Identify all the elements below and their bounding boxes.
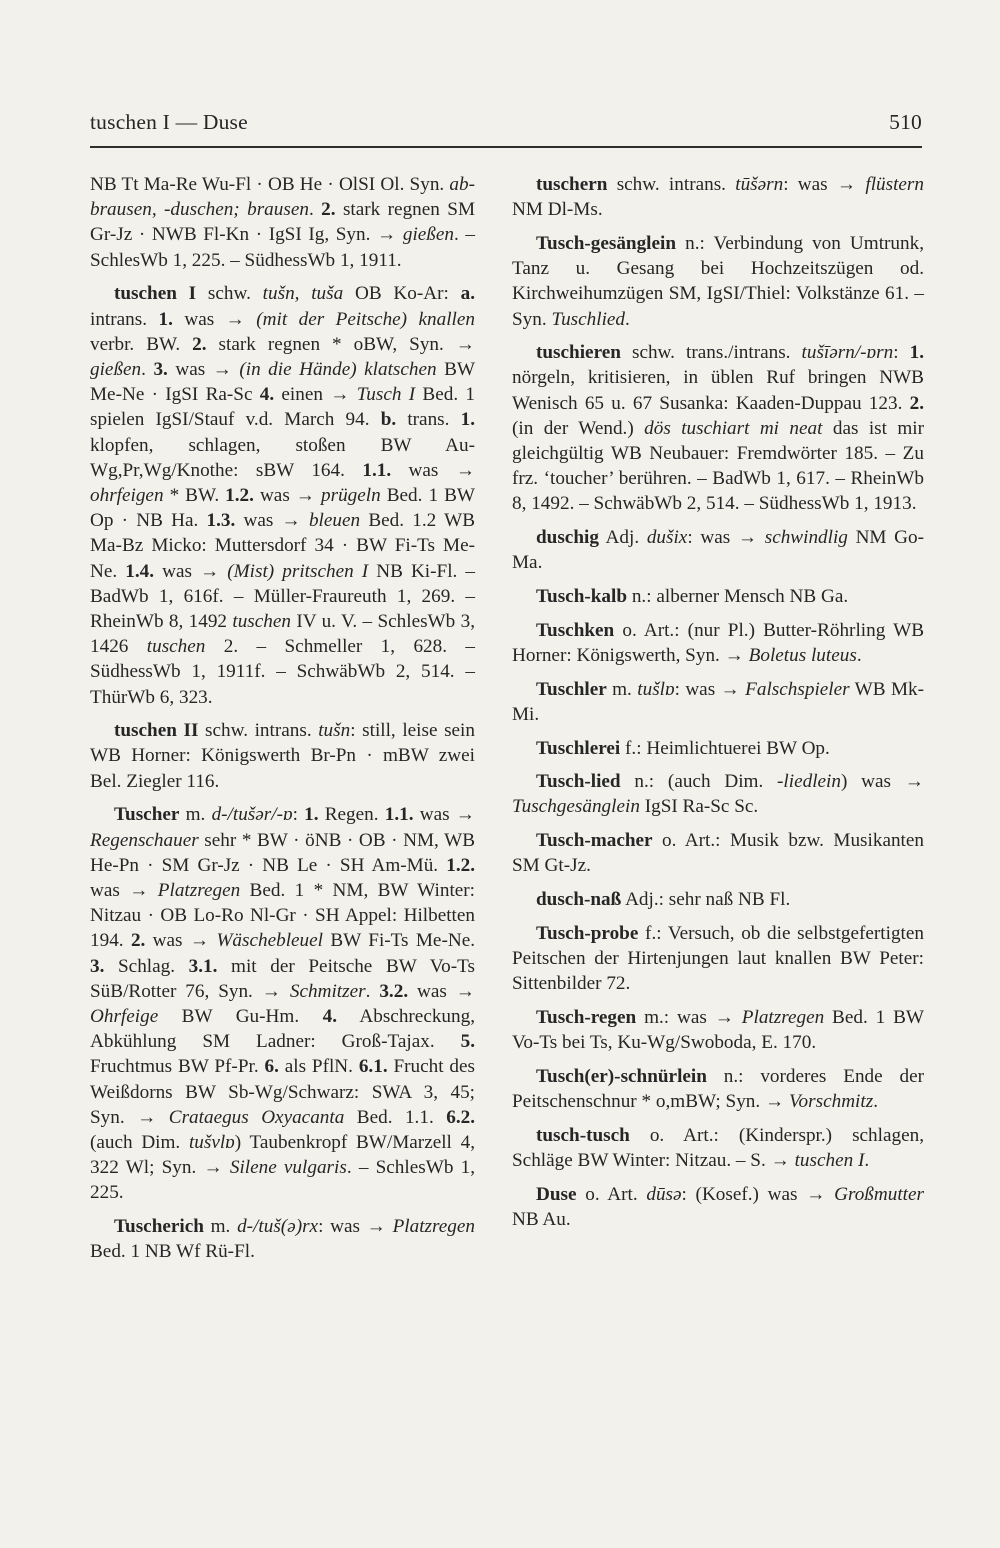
entry-text: : still, leise sein WB Horner: Königswerth Br-Pn · mBW zwei Bel. Ziegler 116. bbox=[90, 720, 475, 792]
entry-italic-text: dös tuschiart mi neat bbox=[644, 417, 823, 439]
entry-text: ) Taubenkropf BW/Marzell 4, 322 Wl; Syn. → bbox=[90, 1132, 475, 1179]
entry-italic-text: (in die Hände) klatschen bbox=[239, 358, 437, 380]
dictionary-entry bbox=[512, 1182, 924, 1232]
entry-headword: Tusch-kalb bbox=[536, 586, 628, 608]
entry-headword: tuschern bbox=[536, 174, 608, 195]
dictionary-entry bbox=[512, 677, 924, 727]
entry-text: o. Art.: (nur Pl.) Butter-Röhrling WB Horner: Königswerth, Syn. → bbox=[512, 619, 924, 666]
entry-headword: Tuschlerei bbox=[536, 737, 621, 759]
entry-sense-number: 6. bbox=[264, 1056, 279, 1078]
entry-sense-number: 1.1. bbox=[362, 459, 392, 481]
entry-italic-text: (mit der Peitsche) knallen bbox=[256, 308, 475, 330]
entry-text: n.: alberner Mensch NB Ga. bbox=[627, 586, 849, 608]
entry-text: was → bbox=[235, 510, 309, 532]
entry-sense-number: 1.1. bbox=[384, 804, 414, 826]
entry-text: NB Au. bbox=[512, 1208, 571, 1230]
entry-italic-text: ohrfeigen bbox=[90, 484, 164, 506]
entry-text: stark regnen * oBW, Syn. → bbox=[206, 333, 475, 355]
entry-italic-text: tušvlɒ bbox=[188, 1132, 235, 1154]
entry-sense-number: 2. bbox=[192, 333, 207, 355]
entry-italic-text: prügeln bbox=[321, 484, 381, 506]
entry-italic-text: dūsə bbox=[646, 1183, 682, 1205]
entry-italic-text: tušīərn/-ɒrn bbox=[801, 342, 894, 364]
entry-text: schw. trans./intrans. bbox=[620, 342, 802, 364]
entry-text: * BW. bbox=[163, 484, 226, 506]
entry-text: . bbox=[365, 980, 380, 1002]
entry-text: Bed. 1 * NM, BW Winter: Nitzau · OB Lo-Ro Nl-Gr · SH Appel: Hilbetten 194. bbox=[90, 879, 476, 952]
entry-text: : was → bbox=[783, 174, 866, 195]
entry-sense-number: a. bbox=[460, 283, 475, 305]
entry-text: was → bbox=[413, 804, 475, 826]
entry-text: OB Ko-Ar: bbox=[343, 283, 461, 305]
entry-text: WB Mk-Mi. bbox=[512, 678, 925, 725]
entry-text: BW Fi-Ts Me-Ne. bbox=[323, 930, 476, 952]
entry-text: . bbox=[141, 358, 154, 380]
entry-text: was → bbox=[167, 358, 240, 380]
entry-italic-text: dušix bbox=[646, 527, 688, 549]
entry-sense-number: 6.2. bbox=[446, 1106, 475, 1128]
dictionary-entry bbox=[512, 618, 924, 668]
entry-text: was → bbox=[172, 308, 257, 330]
entry-italic-text: tuschen bbox=[146, 636, 206, 658]
entry-headword: Tuscherich bbox=[114, 1216, 204, 1238]
entry-text: . bbox=[873, 1091, 878, 1112]
entry-italic-text: d-/tuš(ə)rx bbox=[237, 1216, 319, 1238]
entry-text: Bed. 1.2 WB Ma-Bz Micko: Muttersdorf 34 · BW Fi-Ts Me-Ne. bbox=[90, 510, 475, 582]
header-rule bbox=[90, 146, 922, 148]
entry-italic-text: gießen bbox=[90, 358, 142, 380]
entry-italic-text: schwindlig bbox=[764, 527, 848, 549]
entry-sense-number: 1.3. bbox=[206, 510, 236, 532]
entry-sense-number: 1.4. bbox=[125, 560, 155, 582]
entry-text: was → bbox=[145, 930, 217, 952]
entry-italic-text: tušn, tuša bbox=[262, 283, 344, 305]
entry-italic-text: ab-brausen, -duschen; brausen bbox=[90, 174, 475, 221]
entry-italic-text: Vorschmitz bbox=[788, 1091, 874, 1112]
entry-text: m. bbox=[203, 1216, 238, 1238]
entry-headword: Tuscher bbox=[114, 804, 180, 826]
right-column bbox=[512, 172, 924, 1241]
entry-headword: Tusch-gesänglein bbox=[536, 232, 677, 254]
dictionary-entry bbox=[90, 1214, 475, 1264]
entry-text: nörgeln, kritisieren, in üblen Ruf bringen NWB Wenisch 65 u. 67 Susanka: Kaaden-Duppau 123. bbox=[512, 367, 924, 414]
entry-text: . bbox=[856, 644, 862, 666]
entry-text: Frucht des Weißdorns BW Sb-Wg/Schwarz: SWA 3, 45; Syn. → bbox=[90, 1056, 476, 1128]
entry-italic-text: Platzregen bbox=[741, 1006, 825, 1028]
entry-italic-text: tušn bbox=[318, 720, 351, 742]
entry-italic-text: Wäschebleuel bbox=[216, 930, 323, 952]
dictionary-entry bbox=[512, 828, 924, 878]
entry-sense-number: 2. bbox=[909, 392, 924, 414]
dictionary-entry bbox=[512, 1123, 924, 1173]
entry-sense-number: 1. bbox=[460, 409, 475, 431]
entry-text: . bbox=[864, 1149, 870, 1171]
entry-text: trans. bbox=[396, 409, 461, 431]
entry-sense-number: 1.2. bbox=[225, 484, 254, 506]
entry-headword: Tuschken bbox=[536, 619, 615, 641]
entry-text: . bbox=[308, 199, 322, 221]
entry-text: intrans. bbox=[90, 308, 159, 330]
entry-sense-number: 3.2. bbox=[379, 980, 409, 1002]
entry-text: schw. intrans. bbox=[607, 174, 736, 195]
dictionary-entry bbox=[512, 525, 924, 575]
entry-text: als PflN. bbox=[278, 1056, 359, 1078]
dictionary-entry bbox=[512, 921, 924, 997]
entry-text: BW Gu-Hm. bbox=[158, 1006, 323, 1027]
dictionary-entry bbox=[512, 340, 924, 516]
entry-italic-text: Boletus luteus bbox=[748, 644, 857, 666]
entry-text: stark regnen SM Gr-Jz · NWB Fl-Kn · IgSI Ig, Syn. → bbox=[90, 199, 476, 246]
entry-italic-text: tuschen I bbox=[794, 1149, 865, 1171]
entry-sense-number: 5. bbox=[460, 1031, 475, 1053]
entry-sense-number: b. bbox=[380, 409, 397, 431]
entry-text: . – SchlesWb 1, 225. bbox=[90, 1157, 475, 1204]
entry-italic-text: Platzregen bbox=[392, 1216, 475, 1238]
entry-text: was → bbox=[90, 879, 158, 901]
dictionary-entry bbox=[512, 231, 924, 332]
entry-text: schw. intrans. bbox=[198, 720, 319, 742]
entry-text: o. Art.: Musik bzw. Musikanten SM Gt-Jz. bbox=[512, 830, 924, 877]
entry-text: . – SchlesWb 1, 225. – SüdhessWb 1, 1911. bbox=[90, 224, 476, 271]
page-number: 510 bbox=[889, 110, 922, 134]
entry-headword: Tuschler bbox=[536, 678, 607, 700]
entry-text: Adj. bbox=[598, 527, 647, 549]
dictionary-entry bbox=[90, 172, 475, 273]
entry-text: schw. bbox=[196, 283, 263, 305]
dictionary-entry bbox=[512, 172, 924, 222]
entry-italic-text: Tuschgesänglein bbox=[512, 796, 640, 818]
entry-text: f.: Versuch, ob die selbstgefertigten Peitschen der Hirtenjungen laut knallen BW Peter: Sittenbilder 72. bbox=[512, 922, 924, 995]
entry-text: o. Art.: (Kinderspr.) schlagen, Schläge BW Winter: Nitzau. – S. → bbox=[512, 1124, 924, 1171]
entry-sense-number: 1.2. bbox=[446, 854, 475, 876]
entry-italic-text: Schmitzer bbox=[289, 980, 366, 1002]
entry-headword: tuschieren bbox=[536, 342, 621, 364]
entry-headword: Tusch-macher bbox=[536, 830, 653, 852]
entry-text: NM Go-Ma. bbox=[512, 527, 925, 574]
entry-sense-number: 3.1. bbox=[188, 955, 218, 977]
entry-text: was → bbox=[253, 484, 322, 506]
entry-text: Bed. 1 BW Vo-Ts bei Ts, Ku-Wg/Swoboda, E. 170. bbox=[512, 1006, 924, 1054]
entry-italic-text: tušlɒ bbox=[637, 678, 675, 700]
entry-italic-text: Tuschlied bbox=[551, 308, 626, 330]
entry-text: Bed. 1.1. bbox=[344, 1106, 447, 1128]
entry-text: f.: Heimlichtuerei BW Op. bbox=[620, 737, 830, 759]
entry-italic-text: Tusch I bbox=[356, 384, 416, 406]
entry-italic-text: Silene vulgaris bbox=[229, 1157, 347, 1179]
entry-sense-number: 6.1. bbox=[358, 1056, 388, 1078]
entry-italic-text: d-/tušər/-ɒ bbox=[211, 804, 293, 826]
entry-text: das ist mir gleichgültig WB Neubauer: Fremdwörter 185. – Zu frz. ‘toucher’ berühren. – BadWb 1, 617. – RheinWb 8, 1492. – SchwäbWb 2, 514. – SüdhessWb 1, 1913. bbox=[512, 417, 925, 515]
running-header bbox=[90, 110, 922, 135]
entry-text: m.: was → bbox=[636, 1006, 742, 1028]
entry-italic-text: flüstern bbox=[865, 174, 924, 195]
entry-headword: Duse bbox=[536, 1183, 577, 1205]
entry-text: . bbox=[625, 308, 630, 330]
entry-sense-number: 1. bbox=[158, 308, 173, 330]
entry-text: Fruchtmus BW Pf-Pr. bbox=[90, 1056, 265, 1078]
entry-text: einen → bbox=[274, 384, 357, 406]
entry-text: sehr * BW · öNB · OB · NM, WB He-Pn · SM Gr-Jz · NB Le · SH Am-Mü. bbox=[90, 829, 475, 876]
dictionary-entry bbox=[90, 281, 475, 709]
entry-sense-number: 4. bbox=[259, 384, 275, 406]
dictionary-entry bbox=[512, 1064, 924, 1114]
entry-text: n.: Verbindung von Umtrunk, Tanz u. Gesang bei Hochzeitszügen od. Kirchweihumzügen SM, IgSI/Thiel: Volkstänze 61. – Syn. bbox=[512, 232, 924, 330]
entry-text: klopfen, schlagen, stoßen BW Au-Wg,Pr,Wg/Knothe: sBW 164. bbox=[90, 434, 475, 481]
entry-headword: Tusch-regen bbox=[536, 1006, 637, 1028]
entry-text: : (Kosef.) was → bbox=[681, 1183, 835, 1205]
entry-italic-text: Ohrfeige bbox=[90, 1006, 159, 1027]
entry-text: BW Me-Ne · IgSI Ra-Sc bbox=[90, 358, 476, 406]
entry-italic-text: Platzregen bbox=[157, 879, 241, 901]
entry-italic-text: gießen bbox=[402, 224, 454, 246]
entry-italic-text: bleuen bbox=[308, 510, 361, 532]
entry-italic-text: Crataegus Oxyacanta bbox=[168, 1106, 345, 1128]
entry-sense-number: 1. bbox=[909, 342, 924, 364]
entry-text: was → bbox=[391, 459, 476, 481]
entry-text: (auch Dim. bbox=[90, 1132, 189, 1154]
entry-italic-text: tūšərn bbox=[735, 174, 784, 195]
entry-text: was → bbox=[408, 980, 475, 1002]
entry-italic-text: Großmutter bbox=[834, 1183, 924, 1205]
entry-sense-number: 2. bbox=[321, 199, 336, 221]
header-title: tuschen I — Duse bbox=[90, 110, 248, 134]
entry-headword: tuschen II bbox=[114, 720, 199, 742]
entry-text: NB Ki-Fl. – BadWb 1, 616f. – Müller-Fraureuth 1, 269. – RheinWb 8, 1492 bbox=[90, 560, 475, 632]
dictionary-entry bbox=[512, 887, 924, 912]
entry-headword: dusch-naß bbox=[536, 889, 622, 911]
entry-text: IV u. V. – SchlesWb 3, 1426 bbox=[90, 610, 475, 658]
entry-text: was → bbox=[154, 560, 228, 582]
entry-text: NM Dl-Ms. bbox=[512, 199, 603, 221]
entry-text: o. Art. bbox=[576, 1183, 647, 1205]
entry-text: n.: vorderes Ende der Peitschenschnur * o,mBW; Syn. → bbox=[512, 1065, 924, 1112]
entry-headword: tusch-tusch bbox=[536, 1124, 630, 1146]
entry-text: verbr. BW. bbox=[90, 333, 193, 355]
dictionary-entry bbox=[512, 1005, 924, 1055]
entry-text: Adj.: sehr naß NB Fl. bbox=[621, 889, 791, 911]
entry-text: : bbox=[893, 342, 910, 364]
entry-headword: tuschen I bbox=[114, 283, 197, 305]
entry-text: m. bbox=[179, 804, 212, 826]
entry-text: (in der Wend.) bbox=[512, 417, 645, 439]
entry-text: Schlag. bbox=[104, 955, 189, 977]
entry-sense-number: 2. bbox=[130, 930, 146, 952]
entry-text: 2. – Schmeller 1, 628. – SüdhessWb 1, 1911f. – SchwäbWb 2, 514. – ThürWb 6, 323. bbox=[90, 636, 476, 708]
entry-italic-text: Falschspieler bbox=[745, 678, 850, 700]
entry-text: mit der Peitsche BW Vo-Ts SüB/Rotter 76, Syn. → bbox=[90, 955, 475, 1002]
entry-headword: duschig bbox=[536, 527, 599, 549]
entry-text: Bed. 1 NB Wf Rü-Fl. bbox=[90, 1241, 255, 1263]
entry-sense-number: 3. bbox=[153, 358, 168, 380]
entry-text: Regen. bbox=[318, 804, 385, 826]
dictionary-entry bbox=[90, 718, 475, 794]
entry-text: IgSI Ra-Sc Sc. bbox=[639, 796, 759, 818]
entry-text: NB Tt Ma-Re Wu-Fl · OB He · OlSI Ol. Syn. bbox=[90, 174, 450, 195]
entry-text: Abschreckung, Abkühlung SM Ladner: Groß-Tajax. bbox=[90, 1006, 476, 1053]
entry-text: m. bbox=[606, 678, 638, 700]
entry-text: ) was → bbox=[840, 771, 924, 793]
entry-text: n.: (auch Dim. bbox=[620, 771, 778, 793]
entry-headword: Tusch(er)-schnürlein bbox=[536, 1065, 707, 1087]
entry-italic-text: (Mist) pritschen I bbox=[227, 560, 369, 582]
entry-sense-number: 4. bbox=[322, 1006, 337, 1027]
dictionary-entry bbox=[512, 584, 924, 609]
entry-italic-text: Regenschauer bbox=[90, 829, 199, 851]
entry-headword: Tusch-lied bbox=[536, 771, 621, 793]
left-column bbox=[90, 172, 475, 1273]
entry-text: : bbox=[292, 804, 305, 826]
dictionary-entry bbox=[512, 769, 924, 819]
dictionary-entry bbox=[90, 802, 475, 1205]
entry-text: Bed. 1 BW Op · NB Ha. bbox=[90, 484, 475, 532]
entry-text: : was → bbox=[674, 678, 746, 700]
entry-headword: Tusch-probe bbox=[536, 922, 639, 944]
entry-sense-number: 1. bbox=[304, 804, 319, 826]
entry-text: Bed. 1 spielen IgSI/Stauf v.d. March 94. bbox=[90, 384, 475, 431]
entry-sense-number: 3. bbox=[90, 955, 105, 977]
entry-text: : was → bbox=[318, 1216, 393, 1238]
entry-italic-text: tuschen bbox=[232, 610, 291, 632]
entry-italic-text: -liedlein bbox=[777, 771, 841, 793]
entry-text: : was → bbox=[687, 527, 765, 549]
dictionary-entry bbox=[512, 736, 924, 761]
